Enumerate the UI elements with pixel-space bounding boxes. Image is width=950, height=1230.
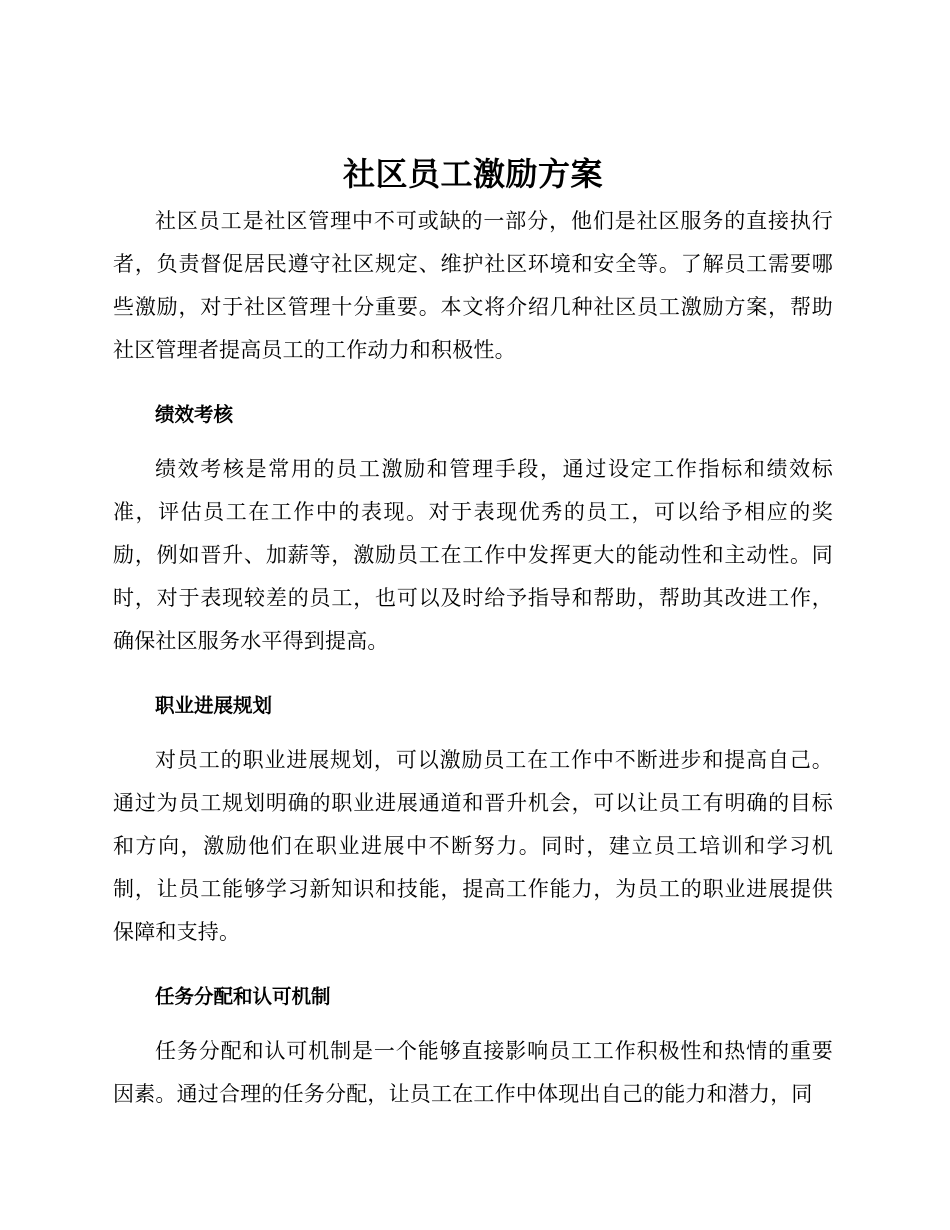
intro-paragraph: 社区员工是社区管理中不可或缺的一部分，他们是社区服务的直接执行者，负责督促居民遵守社区规定、维护社区环境和安全等。了解员工需要哪些激励，对于社区管理十分重要。本文将介绍几种社区员工激励方案，帮助社区管理者提高员工的工作动力和积极性。	[113, 209, 833, 362]
section-paragraph-performance: 绩效考核是常用的员工激励和管理手段，通过设定工作指标和绩效标准，评估员工在工作中的表现。对于表现优秀的员工，可以给予相应的奖励，例如晋升、加薪等，激励员工在工作中发挥更大的能动性和主动性。同时，对于表现较差的员工，也可以及时给予指导和帮助，帮助其改进工作，确保社区服务水平得到提高。	[113, 457, 833, 653]
section-heading-performance: 绩效考核	[155, 403, 234, 426]
document-page	[113, 148, 833, 1116]
section-paragraph-task-recognition: 任务分配和认可机制是一个能够直接影响员工工作积极性和热情的重要因素。通过合理的任务分配，让员工在工作中体现出自己的能力和潜力，同	[113, 1039, 833, 1106]
section-paragraph-career: 对员工的职业进展规划，可以激励员工在工作中不断进步和提高自己。通过为员工规划明确的职业进展通道和晋升机会，可以让员工有明确的目标和方向，激励他们在职业进展中不断努力。同时，建立员工培训和学习机制，让员工能够学习新知识和技能，提高工作能力，为员工的职业进展提供保障和支持。	[113, 748, 833, 944]
document-title: 社区员工激励方案	[342, 155, 603, 193]
section-heading-task-recognition: 任务分配和认可机制	[155, 985, 331, 1008]
section-heading-career: 职业进展规划	[155, 694, 273, 717]
